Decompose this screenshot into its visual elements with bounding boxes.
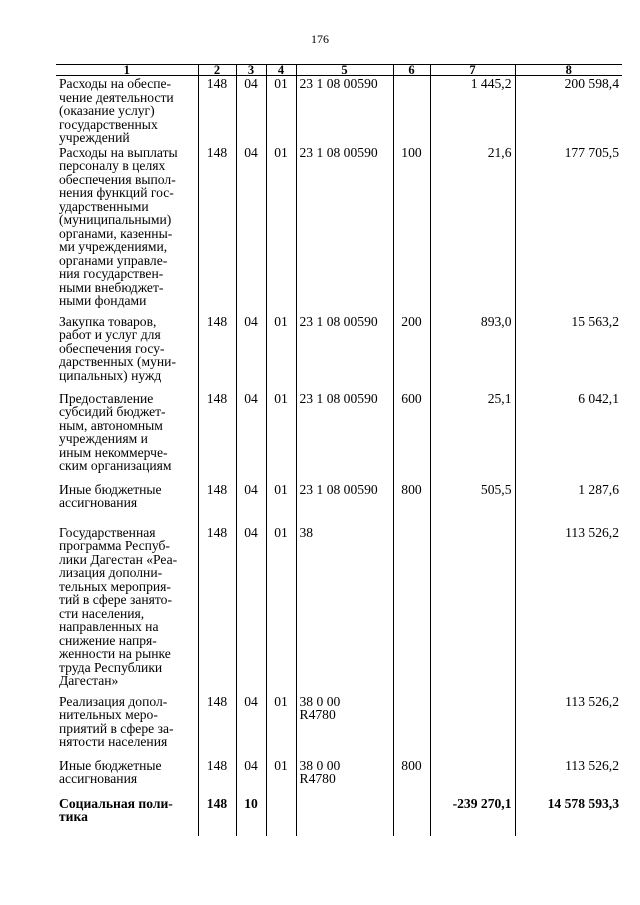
col-admin-code: 148 <box>198 391 236 482</box>
col-subsection: 01 <box>266 76 296 145</box>
col-expense-type <box>393 76 430 145</box>
col-expense-type: 800 <box>393 482 430 525</box>
col-total-amount: 113 526,2 <box>515 525 622 694</box>
row-name: Расходы на выплаты персоналу в целях обеспечения выпол- нения функций гос- ударственными (муниципальными) органами, казенны- ми учреждениями, органами управле- ния государствен- ными внебюджет- ными фондами <box>59 144 178 308</box>
col-target-article: 38 <box>296 525 393 694</box>
col-section: 04 <box>236 525 266 694</box>
col-expense-type: 600 <box>393 391 430 482</box>
col-target-article <box>296 796 393 836</box>
row-name: Расходы на обеспе- чение деятельности (оказание услуг) государственных учреждений <box>59 76 174 145</box>
col-change-amount: -239 270,1 <box>430 796 515 836</box>
column-header: 8 <box>515 65 622 76</box>
col-change-amount: 25,1 <box>430 391 515 482</box>
col-section: 04 <box>236 482 266 525</box>
column-header: 4 <box>266 65 296 76</box>
budget-table <box>56 64 622 836</box>
table-row <box>56 796 622 836</box>
col-total-amount: 113 526,2 <box>515 758 622 796</box>
col-admin-code: 148 <box>198 796 236 836</box>
column-header: 6 <box>393 65 430 76</box>
col-section: 10 <box>236 796 266 836</box>
col-total-amount: 1 287,6 <box>515 482 622 525</box>
table-row <box>56 314 622 391</box>
col-subsection: 01 <box>266 314 296 391</box>
col-subsection: 01 <box>266 694 296 758</box>
col-admin-code: 148 <box>198 314 236 391</box>
column-header: 3 <box>236 65 266 76</box>
table-row <box>56 391 622 482</box>
col-admin-code: 148 <box>198 758 236 796</box>
table-row <box>56 758 622 796</box>
header-row <box>56 65 622 76</box>
col-target-article: 23 1 08 00590 <box>296 482 393 525</box>
col-expense-type: 200 <box>393 314 430 391</box>
col-subsection: 01 <box>266 145 296 314</box>
row-name: Реализация допол- нительных меро- приятий в сфере за- нятости населения <box>59 693 174 749</box>
col-total-amount: 15 563,2 <box>515 314 622 391</box>
column-header: 1 <box>56 65 198 76</box>
col-expense-type <box>393 796 430 836</box>
col-change-amount <box>430 758 515 796</box>
row-name: Социальная поли- тика <box>59 795 173 824</box>
col-change-amount: 1 445,2 <box>430 76 515 145</box>
col-subsection: 01 <box>266 482 296 525</box>
col-expense-type <box>393 525 430 694</box>
col-subsection: 01 <box>266 391 296 482</box>
row-name: Государственная программа Респуб- лики Дагестан «Реа- лизация дополни- тельных мероприя- тий в сфере занято- сти населения, направленных на снижение напря- женности на рынке труда Республики Дагестан» <box>59 524 178 688</box>
col-admin-code: 148 <box>198 525 236 694</box>
table-row <box>56 482 622 525</box>
col-section: 04 <box>236 758 266 796</box>
col-change-amount <box>430 525 515 694</box>
col-expense-type: 100 <box>393 145 430 314</box>
col-admin-code: 148 <box>198 482 236 525</box>
col-change-amount: 21,6 <box>430 145 515 314</box>
col-total-amount: 113 526,2 <box>515 694 622 758</box>
col-admin-code: 148 <box>198 76 236 145</box>
col-change-amount: 505,5 <box>430 482 515 525</box>
col-total-amount: 177 705,5 <box>515 145 622 314</box>
col-section: 04 <box>236 314 266 391</box>
col-change-amount <box>430 694 515 758</box>
col-section: 04 <box>236 391 266 482</box>
row-name: Закупка товаров, работ и услуг для обеспечения госу- дарственных (муни- ципальных) нужд <box>59 313 176 383</box>
col-target-article: 23 1 08 00590 <box>296 314 393 391</box>
page-number: 176 <box>311 32 329 46</box>
col-subsection: 01 <box>266 758 296 796</box>
table-row <box>56 145 622 314</box>
col-target-article: 38 0 00 R4780 <box>296 758 393 796</box>
col-expense-type: 800 <box>393 758 430 796</box>
col-target-article: 23 1 08 00590 <box>296 145 393 314</box>
col-expense-type <box>393 694 430 758</box>
row-name: Иные бюджетные ассигнования <box>59 757 162 786</box>
col-section: 04 <box>236 145 266 314</box>
col-target-article: 23 1 08 00590 <box>296 391 393 482</box>
col-subsection: 01 <box>266 525 296 694</box>
col-admin-code: 148 <box>198 694 236 758</box>
col-change-amount: 893,0 <box>430 314 515 391</box>
col-total-amount: 14 578 593,3 <box>515 796 622 836</box>
col-subsection <box>266 796 296 836</box>
row-name: Иные бюджетные ассигнования <box>59 481 162 510</box>
col-target-article: 38 0 00 R4780 <box>296 694 393 758</box>
column-header: 5 <box>296 65 393 76</box>
col-total-amount: 200 598,4 <box>515 76 622 145</box>
col-target-article: 23 1 08 00590 <box>296 76 393 145</box>
table-row <box>56 76 622 145</box>
table-row <box>56 694 622 758</box>
table-row <box>56 525 622 694</box>
col-admin-code: 148 <box>198 145 236 314</box>
col-section: 04 <box>236 694 266 758</box>
col-total-amount: 6 042,1 <box>515 391 622 482</box>
row-name: Предоставление субсидий бюджет- ным, автономным учреждениям и иным некоммерче- ским организациям <box>59 390 172 473</box>
column-header: 7 <box>430 65 515 76</box>
column-header: 2 <box>198 65 236 76</box>
col-section: 04 <box>236 76 266 145</box>
